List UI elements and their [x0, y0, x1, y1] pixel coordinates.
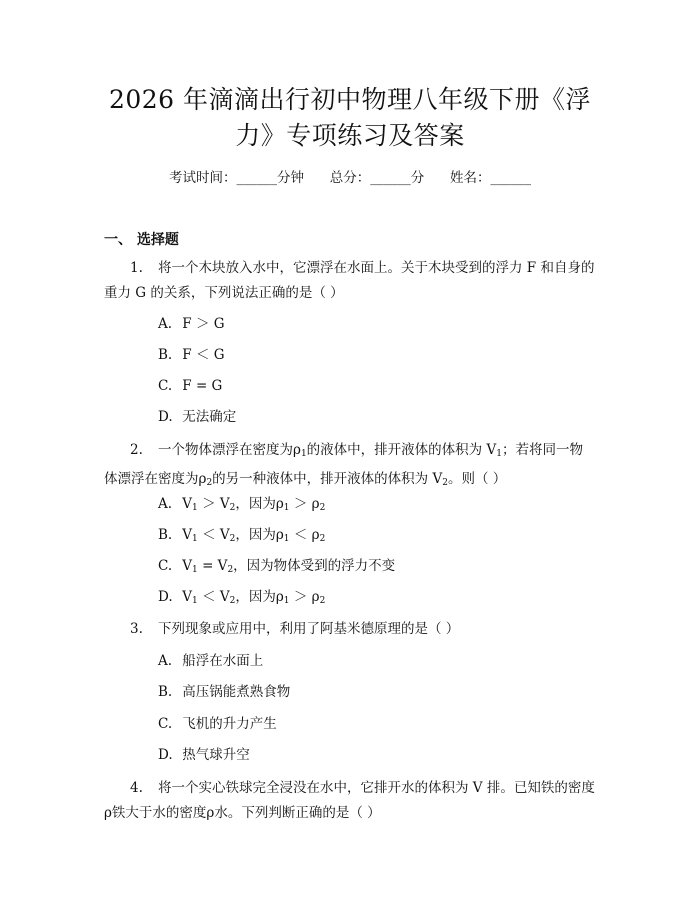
question-1-line-2: 重力 G 的关系，下列说法正确的是（ ）	[104, 285, 344, 301]
question-1	[104, 256, 604, 306]
section-heading: 一、 选择题	[104, 232, 179, 248]
q3-option-c: C. 飞机的升力产生	[158, 716, 277, 732]
q1-option-b: B. F ＜ G	[158, 347, 225, 363]
q2-option-c: C. $V_1 = V_2$，因为物体受到的浮力不变	[158, 558, 396, 575]
exam-meta-line: 考试时间：______分钟 总分：______分 姓名：______	[169, 170, 531, 186]
q3-option-b: B. 高压锅能煮熟食物	[158, 684, 291, 700]
q1-option-d: D. 无法确定	[158, 409, 237, 425]
question-4	[104, 776, 604, 826]
q2-option-a: A. $V_1 > V_2$，因为$\rho_1 > \rho_2$	[158, 496, 326, 513]
question-number: 1.	[130, 260, 143, 276]
question-number: 2.	[130, 442, 143, 458]
q3-option-a: A. 船浮在水面上	[158, 653, 264, 669]
question-number: 3.	[130, 621, 143, 637]
question-2	[104, 438, 604, 496]
question-4-line-2: ρ铁大于水的密度ρ水。下列判断正确的是（ ）	[104, 805, 381, 821]
question-number: 4.	[130, 780, 143, 796]
title-line-2: 力》专项练习及答案	[235, 121, 465, 150]
question-3	[104, 617, 604, 642]
q1-option-c: C. F = G	[158, 378, 223, 394]
q3-option-d: D. 热气球升空	[158, 747, 250, 763]
q1-option-a: A. F ＞ G	[158, 316, 225, 332]
question-2-line-2: 体漂浮在密度为$\rho_2$的另一种液体中，排开液体的体积为 $V_2$。则（ ）	[104, 471, 507, 488]
q2-option-b: B. $V_1 < V_2$，因为$\rho_1 < \rho_2$	[158, 527, 326, 544]
question-3-line-1: 3. 下列现象或应用中，利用了阿基米德原理的是（ ）	[104, 617, 604, 642]
question-1-line-1: 1. 将一个木块放入水中，它漂浮在水面上。关于木块受到的浮力 F 和自身的	[104, 256, 604, 281]
question-2-line-1: 2. 一个物体漂浮在密度为$\rho_1$的液体中，排开液体的体积为 $V_1$；若将同一物	[104, 438, 604, 467]
title-line-1: 2026 年滴滴出行初中物理八年级下册《浮	[108, 85, 592, 114]
q2-option-d: D. $V_1 < V_2$，因为$\rho_1 > \rho_2$	[158, 589, 326, 606]
question-4-line-1: 4. 将一个实心铁球完全浸没在水中，它排开水的体积为 V 排。已知铁的密度	[104, 776, 604, 801]
